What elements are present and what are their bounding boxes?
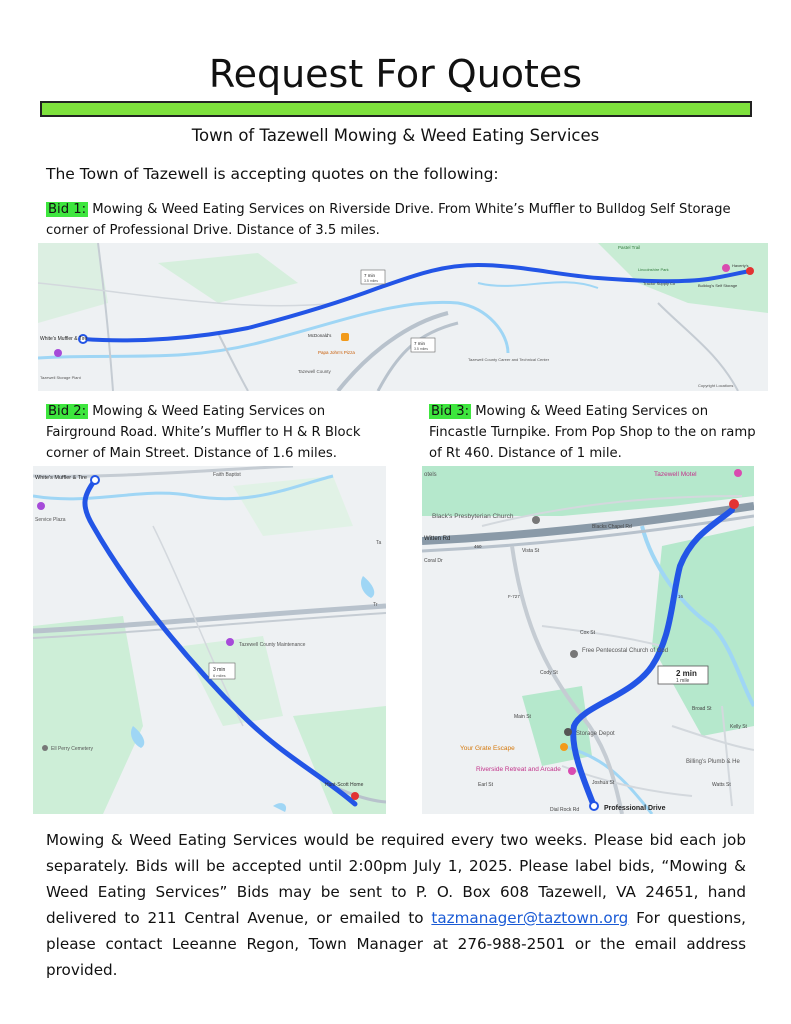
- map2-label-edge1: Tr: [373, 602, 378, 608]
- map1-label-career: Tazewell County Career and Technical Center: [468, 357, 550, 362]
- map1-label-bulldog: Bulldog's Self Storage: [698, 283, 738, 288]
- map3-label-joshua: Joshua St: [592, 780, 615, 786]
- map2-route-time: 3 min: [213, 667, 226, 673]
- map1-label-pastel: Pastel Trail: [618, 245, 641, 250]
- place-pin-icon: [722, 264, 730, 272]
- map3-label-grate: Your Grate Escape: [460, 745, 515, 752]
- map2-label-county: Tazewell County Maintenance: [239, 642, 306, 648]
- map3-label-motel: Tazewell Motel: [654, 471, 697, 478]
- place-pin-icon: [37, 502, 45, 510]
- place-pin-icon: [570, 650, 578, 658]
- map3-label-billings: Billing's Plumb & He: [686, 759, 740, 765]
- footer-text-2: For questions, please contact Leeanne Regon, Town Manager at 276-988-2501 or the email address provided.: [46, 909, 746, 979]
- map1-label-copyright: Copyright Locations: [698, 383, 734, 388]
- map1-label-tractor: Tractor Supply Co: [643, 281, 676, 286]
- bid-1-description: [46, 199, 766, 241]
- page-subtitle: Town of Tazewell Mowing & Weed Eating Services: [191, 126, 600, 145]
- map2-label-cemetery: Ell Perry Cemetery: [51, 746, 93, 752]
- map1-label-haverty: Haverty's: [732, 263, 749, 268]
- map3-label-chapel: Blacks Chapel Rd: [592, 524, 632, 530]
- map1-label-papa: Papa John's Pizza: [318, 350, 355, 355]
- map1-label-county: Tazewell County: [298, 369, 331, 374]
- map3-label-vista: Vista St: [522, 548, 540, 554]
- route-start-marker: [590, 802, 598, 810]
- place-pin-icon: [42, 745, 48, 751]
- bid-3-map: [422, 466, 754, 814]
- map1-route1-time: 7 min: [364, 273, 376, 278]
- footer-paragraph: [46, 827, 746, 983]
- map3-route-time: 2 min: [676, 669, 697, 678]
- bid-1-text: Mowing & Weed Eating Services on Riverside Drive. From White’s Muffler to Bulldog Self Storage corner of Professional Drive. Distance of 3.5 miles.: [46, 202, 731, 238]
- map3-label-kelly: Kelly St: [730, 724, 747, 730]
- map3-label-church: Black's Presbyterian Church: [432, 513, 514, 520]
- bid-1-tag: Bid 1:: [48, 202, 87, 217]
- map1-label-storage: Tazewell Storage Plant: [40, 375, 81, 380]
- map2-label-edge2: Ta: [376, 540, 382, 546]
- route-end-marker: [351, 792, 359, 800]
- map3-route-dist: 1 mile: [676, 678, 690, 684]
- map3-label-pentecostal: Free Pentecostal Church of God: [582, 648, 669, 654]
- map3-label-earl: Earl St: [478, 782, 494, 788]
- place-pin-icon: [734, 469, 742, 477]
- map1-label-mcd: McDonald's: [308, 333, 332, 338]
- bid-2-map: [33, 466, 386, 814]
- map3-label-cody: Cody St: [540, 670, 558, 676]
- place-pin-icon: [560, 743, 568, 751]
- footer-text-1: Mowing & Weed Eating Services would be required every two weeks. Please bid each job separately. Bids will be accepted until 2:00pm July 1, 2025. Please label bids, “Mowing & Weed Eating Services” Bids may be sent to P. O. Box 608 Tazewell, VA 24651, hand delivered to 211 Central Avenue, or emailed to: [46, 831, 746, 927]
- map3-label-riverside: Riverside Retreat and Arcade: [476, 766, 561, 773]
- place-pin-icon: [568, 767, 576, 775]
- map2-route-dist: 6 miles: [213, 673, 226, 678]
- map3-label-broad: Broad St: [692, 706, 712, 712]
- bid-3-text: Mowing & Weed Eating Services on Fincastle Turnpike. From Pop Shop to the on ramp of Rt 460. Distance of 1 mile.: [429, 404, 756, 461]
- map3-label-professional: Professional Drive: [604, 805, 666, 812]
- bid-3-tag: Bid 3:: [431, 404, 470, 419]
- bid-3-description: [429, 401, 759, 464]
- map2-label-whites: White's Muffler & Tire: [35, 475, 87, 481]
- place-pin-icon: [564, 728, 572, 736]
- map3-label-dairy: F-727: [508, 594, 520, 599]
- map1-label-whites: White's Muffler & Tire: [40, 336, 88, 342]
- intro-text: The Town of Tazewell is accepting quotes on the following:: [46, 165, 499, 183]
- map3-label-depot: Storage Depot: [576, 731, 615, 737]
- map3-label-hotels: otels: [424, 472, 437, 478]
- map3-label-r16: 16: [678, 594, 684, 599]
- bid-2-tag: Bid 2:: [48, 404, 87, 419]
- map3-label-dialrock: Dial Rock Rd: [550, 807, 580, 813]
- map1-label-lincoln: Lincolnshire Park: [638, 267, 669, 272]
- map3-label-witten: Witten Rd: [424, 536, 451, 542]
- place-pin-icon: [532, 516, 540, 524]
- map2-label-hrblock: Hunt-Scott Home: [325, 782, 364, 788]
- map1-route1-dist: 3.5 miles: [364, 279, 379, 283]
- map2-label-service: Service Plaza: [35, 517, 66, 523]
- map3-label-main: Main St: [514, 714, 531, 720]
- place-pin-icon: [54, 349, 62, 357]
- mcdonalds-icon: [341, 333, 349, 341]
- map1-route2-dist: 3.5 miles: [414, 347, 429, 351]
- page-title: Request For Quotes: [208, 52, 583, 96]
- map3-label-r460: 460: [474, 544, 482, 549]
- bid-2-description: [46, 401, 386, 464]
- place-pin-icon: [226, 638, 234, 646]
- route-start-marker: [91, 476, 99, 484]
- map3-label-coral: Coral Dr: [424, 558, 443, 564]
- route-end-marker: [729, 499, 739, 509]
- bid-1-map: [38, 243, 768, 391]
- email-link[interactable]: tazmanager@taztown.org: [431, 909, 629, 927]
- map2-label-faith: Faith Baptist: [213, 472, 241, 478]
- map1-route2-time: 7 min: [414, 341, 426, 346]
- map3-label-watts: Watts St: [712, 782, 731, 788]
- title-underline-bar: [40, 101, 752, 117]
- map3-label-cox: Cox St: [580, 630, 596, 636]
- bid-2-text: Mowing & Weed Eating Services on Fairground Road. White’s Muffler to H & R Block corner of Main Street. Distance of 1.6 miles.: [46, 404, 361, 461]
- route-end-marker: [746, 267, 754, 275]
